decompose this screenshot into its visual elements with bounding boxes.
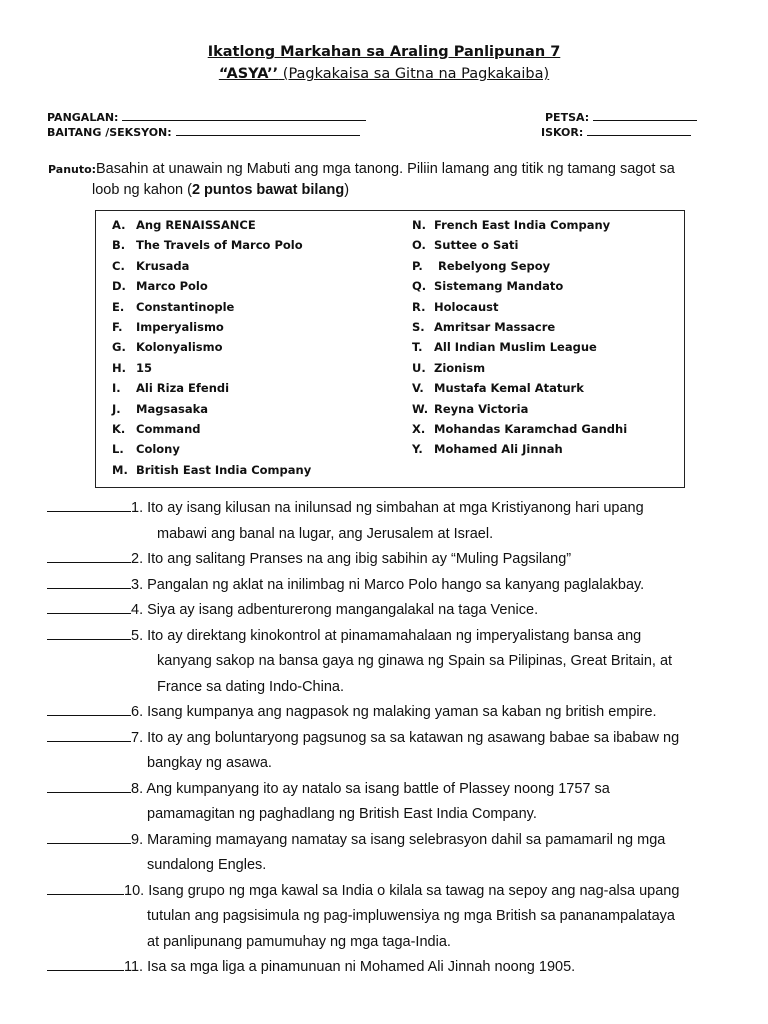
question-text-continued: bangkay ng asawa. [147, 755, 272, 771]
choice-text: Command [136, 421, 201, 436]
question-text: Siya ay isang adbenturerong mangangalakal na taga Venice. [143, 602, 539, 618]
question-line [47, 573, 721, 599]
choice-letter: V. [412, 381, 424, 396]
choice-text: British East India Company [136, 462, 312, 477]
question-item [47, 777, 721, 828]
question-text: Isa sa mga liga a pinamunuan ni Mohamed Ali Jinnah noong 1905. [143, 959, 576, 975]
choice-text: Mustafa Kemal Ataturk [434, 381, 584, 396]
answer-blank[interactable] [47, 499, 131, 512]
date-label: PETSA: [545, 111, 590, 124]
name-field [47, 109, 366, 124]
question-list [47, 496, 721, 981]
question-text: Ito ang salitang Pranses na ang ibig sabihin ay “Muling Pagsilang” [143, 551, 572, 567]
choice-text: Krusada [136, 258, 190, 273]
question-line [47, 726, 721, 752]
choice-letter: H. [112, 360, 126, 375]
choices-right-column [412, 215, 627, 460]
choice-text: Kolonyalismo [136, 340, 223, 355]
choice-letter: K. [112, 421, 126, 436]
choice-letter: X. [412, 421, 426, 436]
question-item [47, 598, 721, 624]
choice-letter: Y. [412, 442, 423, 457]
score-label: ISKOR: [541, 126, 584, 139]
choice-letter: U. [412, 360, 426, 375]
choice-letter: O. [412, 238, 426, 253]
choice-letter: I. [112, 381, 121, 396]
question-item [47, 624, 721, 701]
question-text: Ang kumpanyang ito ay natalo sa isang battle of Plassey noong 1757 sa [143, 780, 610, 797]
choice-item [412, 235, 627, 255]
choice-item [112, 399, 311, 419]
question-item [47, 700, 721, 726]
instructions-text [92, 159, 726, 201]
choice-letter: Q. [412, 279, 427, 294]
choice-item [412, 419, 627, 439]
question-line [47, 598, 721, 624]
answer-blank[interactable] [47, 576, 131, 589]
question-number: 11. [124, 959, 144, 975]
question-line [47, 547, 721, 573]
question-item [47, 879, 721, 956]
choice-text: Reyna Victoria [434, 401, 529, 416]
choice-item [412, 378, 627, 398]
score-field [541, 124, 691, 139]
question-item [47, 828, 721, 879]
question-text-continued: France sa dating Indo-China. [157, 678, 344, 695]
choice-letter: R. [412, 299, 426, 314]
answer-blank[interactable] [47, 729, 131, 742]
choice-item [112, 297, 311, 317]
choice-text: Ang RENAISSANCE [136, 218, 256, 232]
choice-item [412, 337, 627, 357]
question-number: 6. [131, 704, 144, 720]
answer-blank[interactable] [47, 703, 131, 716]
choice-letter: C. [112, 258, 125, 273]
question-line [47, 955, 721, 981]
choice-item [112, 215, 311, 235]
answer-blank[interactable] [47, 882, 124, 895]
choice-item [112, 317, 311, 337]
question-line [47, 700, 721, 726]
choice-letter: L. [112, 442, 124, 457]
choice-letter: F. [112, 319, 123, 334]
question-number: 9. [131, 831, 144, 848]
question-text-continued: pamamagitan ng paghadlang ng British East India Company. [147, 806, 537, 822]
choice-item [112, 235, 311, 255]
question-text-continued: mabawi ang banal na lugar, ang Jerusalem at Israel. [157, 525, 494, 542]
question-line [47, 879, 721, 905]
choice-text: The Travels of Marco Polo [136, 238, 303, 253]
question-text: Maraming mamayang namatay sa isang selebrasyon dahil sa pamamaril ng mga [143, 831, 666, 848]
name-label: PANGALAN: [47, 111, 119, 124]
choice-text: Zionism [434, 360, 486, 375]
choice-text: Suttee o Sati [434, 238, 519, 253]
choice-text: Ali Riza Efendi [136, 381, 230, 396]
subtitle-topic: “ASYA’’ [218, 66, 279, 82]
choice-item [412, 358, 627, 378]
choice-item [412, 256, 627, 276]
question-text-continued: at panlipunang pamumuhay ng mga taga-India. [147, 933, 451, 950]
choice-item [112, 337, 311, 357]
choice-letter: M. [112, 462, 128, 477]
answer-blank[interactable] [47, 958, 124, 971]
choice-letter: D. [112, 279, 126, 294]
choice-letter: J. [112, 401, 121, 416]
choice-item [412, 297, 627, 317]
section-field [47, 124, 360, 139]
choice-text: French East India Company [434, 218, 611, 232]
question-number: 7. [131, 729, 144, 746]
answer-blank[interactable] [47, 780, 131, 793]
question-text: Isang kumpanya ang nagpasok ng malaking yaman sa kaban ng british empire. [143, 704, 657, 720]
choice-letter: N. [412, 218, 426, 232]
question-line [47, 624, 721, 650]
choice-text: Mohandas Karamchad Gandhi [434, 421, 628, 436]
choice-item [112, 256, 311, 276]
choice-letter: S. [412, 319, 425, 334]
question-item [47, 726, 721, 777]
section-blank[interactable] [176, 124, 360, 136]
subtitle-theme: (Pagkakaisa sa Gitna na Pagkakaiba) [278, 66, 550, 82]
choice-item [112, 276, 311, 296]
score-blank[interactable] [587, 124, 691, 136]
choice-text: Colony [136, 442, 180, 457]
choice-text: Marco Polo [136, 279, 208, 294]
choice-letter: P. [412, 258, 423, 273]
choice-text: Mohamed Ali Jinnah [434, 442, 563, 457]
instructions-label: Panuto: [48, 163, 97, 176]
question-text: Ito ay isang kilusan na inilunsad ng simbahan at mga Kristiyanong hari upang [143, 500, 644, 516]
worksheet-subtitle [0, 66, 768, 82]
choice-text: Magsasaka [136, 401, 209, 416]
choice-text: Holocaust [434, 299, 499, 314]
choice-text: Amritsar Massacre [434, 319, 556, 334]
choice-item [112, 460, 311, 480]
answer-blank[interactable] [47, 601, 131, 614]
choice-item [412, 399, 627, 419]
choice-item [112, 439, 311, 459]
instructions-line-1: Basahin at unawain ng Mabuti ang mga tanong. Piliin lamang ang titik ng tamang sagot sa [96, 161, 675, 177]
choice-letter: T. [412, 340, 423, 355]
question-item [47, 955, 721, 981]
section-label: BAITANG /SEKSYON: [47, 126, 172, 139]
question-text: Pangalan ng aklat na inilimbag ni Marco Polo hango sa kanyang paglalakbay. [143, 576, 645, 593]
question-text-continued: tutulan ang pagsisimula ng pag-impluwensiya ng mga British sa pananampalataya [147, 908, 675, 924]
choice-item [412, 276, 627, 296]
question-number: 2. [131, 551, 144, 567]
instructions-line-2: loob ng kahon (2 puntos bawat bilang) [92, 182, 350, 198]
choice-item [412, 439, 627, 459]
choice-letter: E. [112, 299, 125, 314]
choice-text: 15 [136, 360, 153, 375]
choices-left-column [112, 215, 311, 480]
question-number: 10. [124, 882, 145, 899]
choice-item [112, 358, 311, 378]
worksheet-title: Ikatlong Markahan sa Araling Panlipunan 7 [207, 44, 561, 60]
choice-text: All Indian Muslim League [434, 340, 597, 355]
question-text: Ito ay ang boluntaryong pagsunog sa sa katawan ng asawang babae sa ibabaw ng [143, 729, 680, 746]
question-text: Ito ay direktang kinokontrol at pinamamahalaan ng imperyalistang bansa ang [143, 627, 642, 644]
name-blank[interactable] [122, 109, 366, 121]
question-number: 1. [131, 500, 144, 516]
choice-letter: G. [112, 340, 126, 355]
question-line [47, 828, 721, 854]
question-text-continued: kanyang sakop na bansa gaya ng ginawa ng Spain sa Pilipinas, Great Britain, at [157, 653, 673, 669]
choice-text: Constantinople [136, 299, 235, 314]
choice-text: Imperyalismo [136, 319, 224, 334]
choice-item [112, 419, 311, 439]
choice-text: Sistemang Mandato [434, 279, 564, 294]
question-number: 3. [131, 576, 144, 593]
date-blank[interactable] [593, 109, 697, 121]
question-text: Isang grupo ng mga kawal sa India o kilala sa tawag na sepoy ang nag-alsa upang [144, 882, 680, 899]
choice-item [412, 215, 627, 235]
question-item [47, 573, 721, 599]
answer-choices-box [95, 210, 685, 488]
question-line [47, 496, 721, 522]
answer-blank[interactable] [47, 550, 131, 563]
question-number: 8. [131, 780, 144, 797]
answer-blank[interactable] [47, 831, 131, 844]
question-text-continued: sundalong Engles. [147, 857, 267, 873]
choice-item [412, 317, 627, 337]
choice-letter: A. [112, 218, 126, 232]
choice-text: Rebelyong Sepoy [434, 258, 551, 273]
question-number: 4. [131, 602, 144, 618]
date-field [545, 109, 697, 124]
answer-blank[interactable] [47, 627, 131, 640]
choice-item [112, 378, 311, 398]
question-item [47, 496, 721, 547]
question-line [47, 777, 721, 803]
question-number: 5. [131, 627, 144, 644]
choice-letter: W. [412, 401, 429, 416]
question-item [47, 547, 721, 573]
choice-letter: B. [112, 238, 126, 253]
